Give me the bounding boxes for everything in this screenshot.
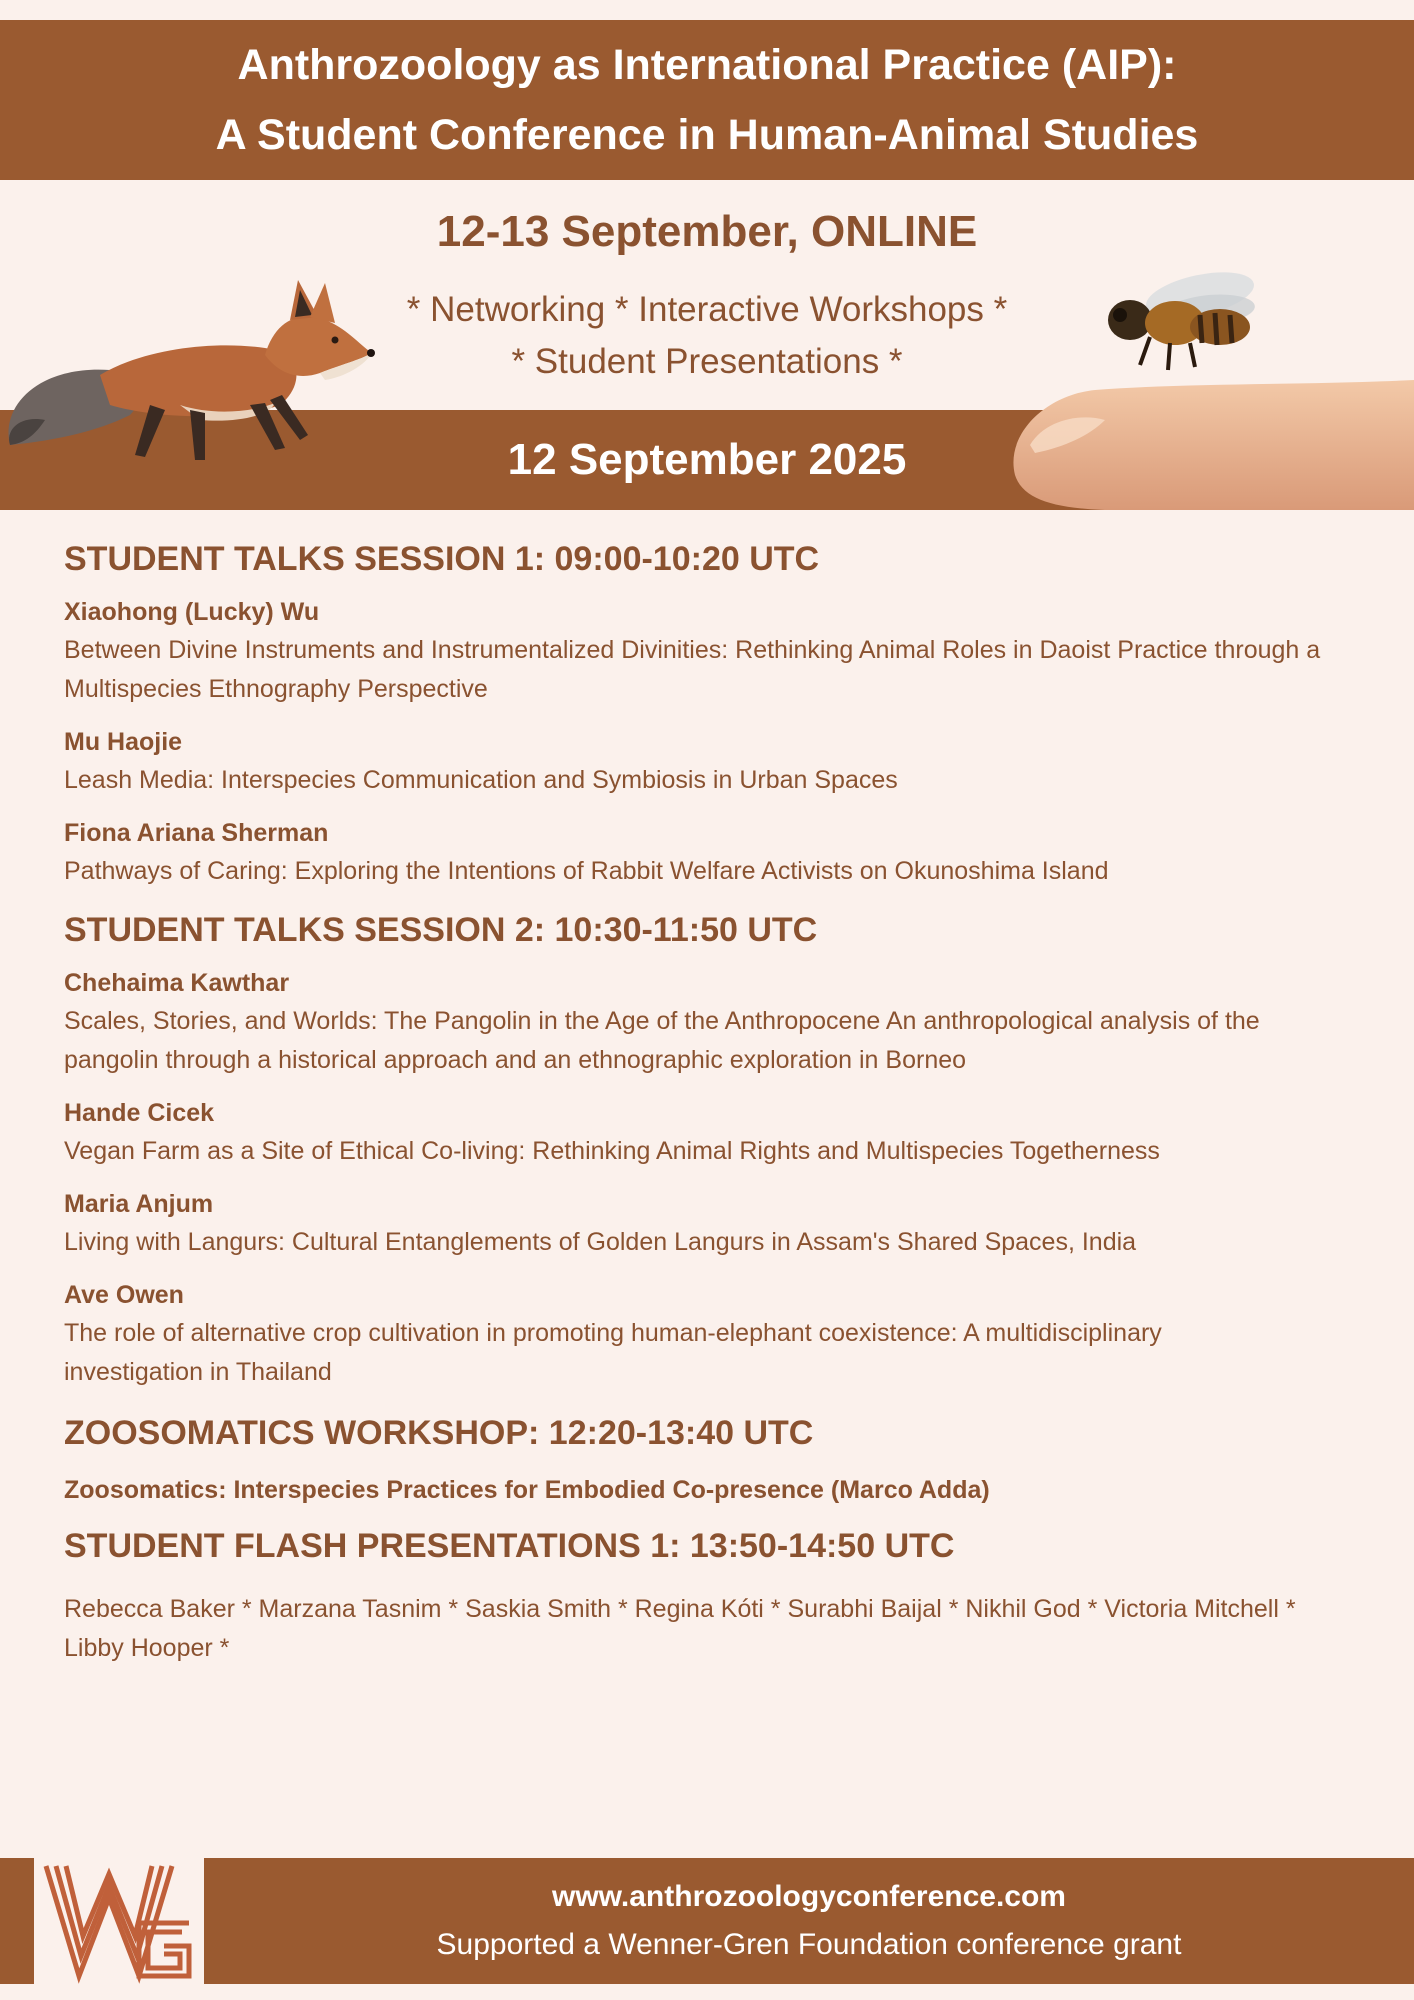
talk-title: Leash Media: Interspecies Communication and Symbiosis in Urban Spaces xyxy=(64,766,898,794)
workshop-section xyxy=(64,1414,1364,1509)
talk-title: Vegan Farm as a Site of Ethical Co-living: Rethinking Animal Rights and Multispecies Togetherness xyxy=(64,1137,1160,1165)
conference-website-link[interactable]: www.anthrozoologyconference.com xyxy=(552,1880,1066,1913)
flash-section xyxy=(64,1527,1364,1668)
conference-title-line-1: Anthrozoology as International Practice (AIP): xyxy=(237,41,1177,89)
speaker-name: Fiona Ariana Sherman xyxy=(64,819,329,847)
event-tagline-2: * Student Presentations * xyxy=(511,342,903,381)
finger-illustration xyxy=(985,375,1414,510)
conference-title-line-2: A Student Conference in Human-Animal Studies xyxy=(215,111,1199,159)
talk-item xyxy=(64,1185,1364,1262)
fox-illustration xyxy=(0,255,380,470)
wenner-gren-logo-icon xyxy=(34,1858,204,1984)
talk-title: Between Divine Instruments and Instrumentalized Divinities: Rethinking Animal Roles in Daoist Practice through a Multispecies Ethnography Perspective xyxy=(64,636,1321,703)
talk-title: Scales, Stories, and Worlds: The Pangolin in the Age of the Anthropocene An anthropological analysis of the pangolin through a historical approach and an ethnographic exploration in Borneo xyxy=(64,1007,1260,1074)
speaker-name: Mu Haojie xyxy=(64,728,183,756)
talk-item xyxy=(64,1276,1364,1392)
talk-title: Living with Langurs: Cultural Entanglements of Golden Langurs in Assam's Shared Spaces, India xyxy=(64,1228,1137,1256)
speaker-name: Ave Owen xyxy=(64,1281,184,1309)
bee-illustration xyxy=(1090,265,1270,375)
talk-item xyxy=(64,964,1364,1080)
grant-note: Supported a Wenner-Gren Foundation conference grant xyxy=(436,1928,1182,1961)
talk-item xyxy=(64,723,1364,800)
footer-text xyxy=(204,1858,1414,1984)
speaker-name: Hande Cicek xyxy=(64,1099,215,1127)
session-1 xyxy=(64,540,1364,891)
session-2 xyxy=(64,911,1364,1392)
program xyxy=(64,540,1364,1668)
speaker-name: Xiaohong (Lucky) Wu xyxy=(64,598,320,626)
workshop-heading: ZOOSOMATICS WORKSHOP: 12:20-13:40 UTC xyxy=(64,1414,814,1452)
header-banner xyxy=(0,20,1414,180)
event-dates: 12-13 September, ONLINE xyxy=(436,207,978,256)
talk-item xyxy=(64,814,1364,891)
workshop-title: Zoosomatics: Interspecies Practices for Embodied Co-presence (Marco Adda) xyxy=(64,1476,990,1504)
talk-item xyxy=(64,593,1364,709)
day-date: 12 September 2025 xyxy=(507,435,907,484)
talk-title: Pathways of Caring: Exploring the Intentions of Rabbit Welfare Activists on Okunoshima Island xyxy=(64,857,1109,885)
speaker-name: Chehaima Kawthar xyxy=(64,969,290,997)
session-heading: STUDENT TALKS SESSION 2: 10:30-11:50 UTC xyxy=(64,911,818,949)
flash-presenters: Rebecca Baker * Marzana Tasnim * Saskia Smith * Regina Kóti * Surabhi Baijal * Nikhil God * Victoria Mitchell * Libby Hooper * xyxy=(64,1595,1296,1662)
speaker-name: Maria Anjum xyxy=(64,1190,214,1218)
talk-title: The role of alternative crop cultivation in promoting human-elephant coexistence: A multidisciplinary investigation in Thailand xyxy=(64,1319,1162,1386)
session-heading: STUDENT TALKS SESSION 1: 09:00-10:20 UTC xyxy=(64,540,820,578)
event-tagline-1: * Networking * Interactive Workshops * xyxy=(406,290,1008,329)
flash-heading: STUDENT FLASH PRESENTATIONS 1: 13:50-14:50 UTC xyxy=(64,1527,955,1565)
talk-item xyxy=(64,1094,1364,1171)
